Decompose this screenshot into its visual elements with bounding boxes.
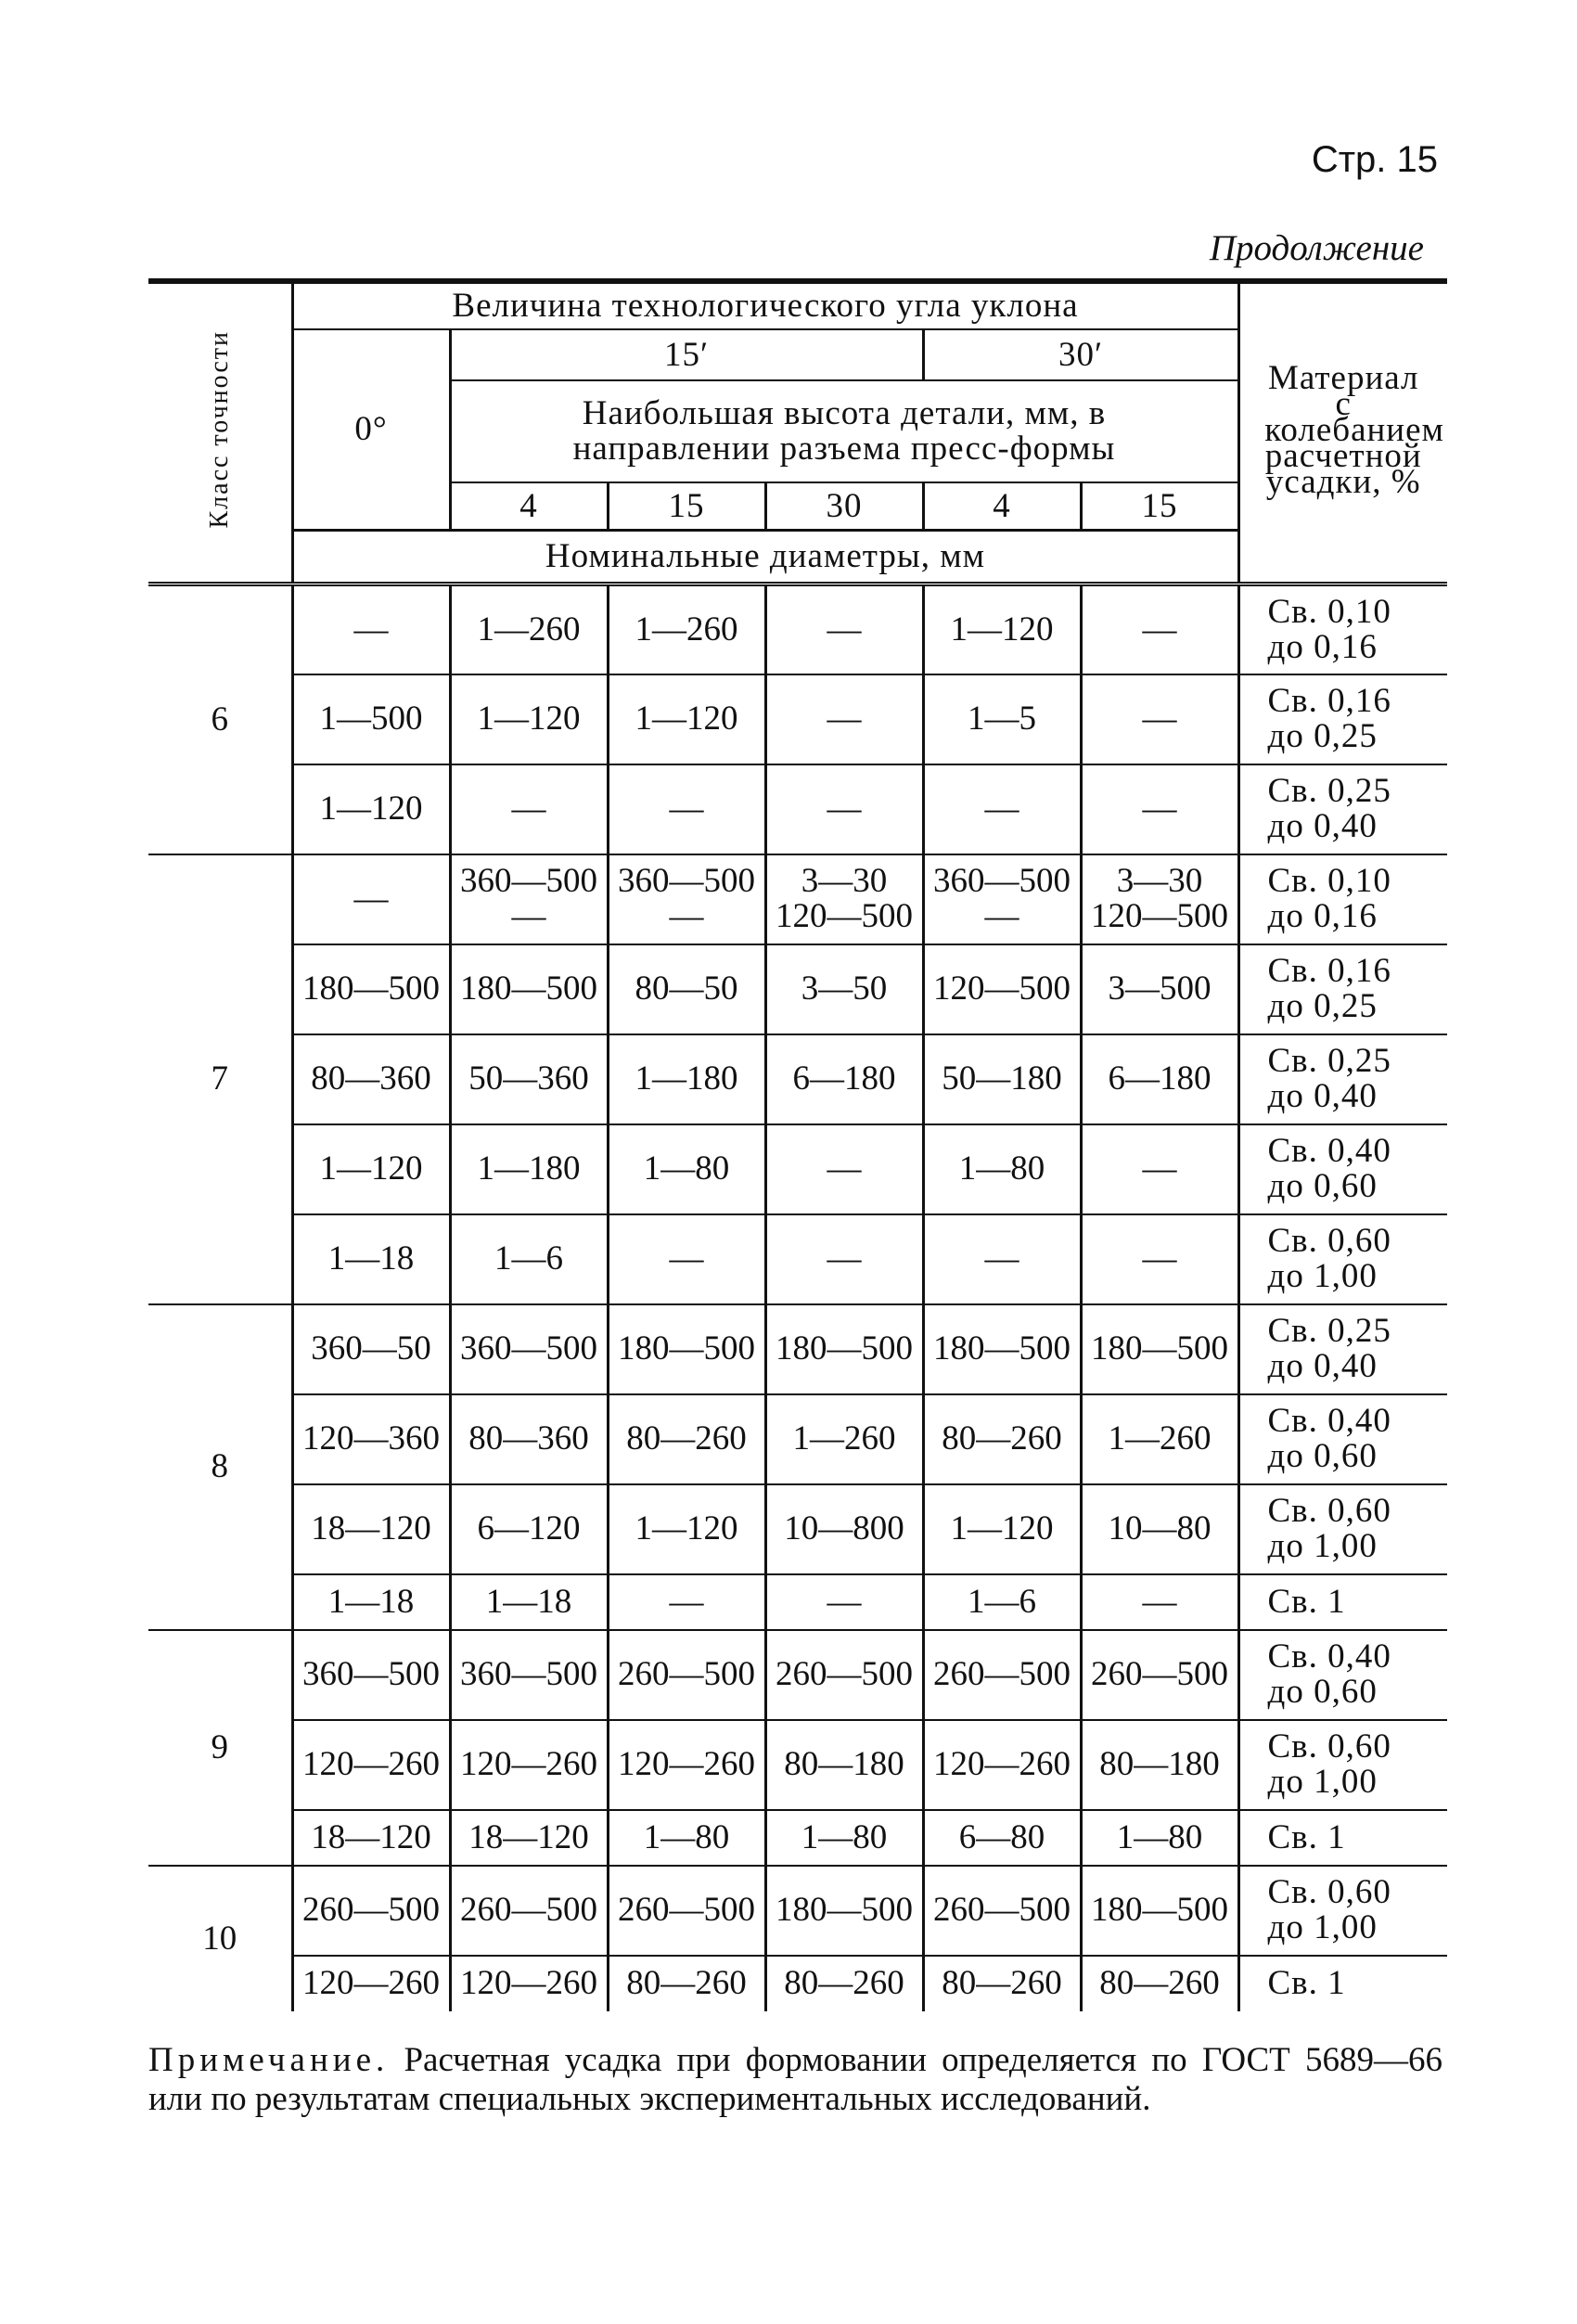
value-cell: — [1081, 1214, 1238, 1304]
value-cell: — [292, 854, 450, 944]
value-cell: 180—500 [450, 944, 608, 1034]
value-cell: 1—6 [923, 1574, 1081, 1630]
value-cell: 1—120 [608, 1484, 765, 1574]
table-row [148, 1630, 1447, 1720]
table-row [148, 854, 1447, 944]
class-header-label: Класс точности [204, 329, 234, 529]
value-cell: 3—50 [765, 944, 923, 1034]
value-cell: 80—360 [292, 1034, 450, 1124]
value-cell: 180—500 [765, 1304, 923, 1394]
value-cell: 360—500 [450, 1304, 608, 1394]
value-cell: 1—18 [450, 1574, 608, 1630]
value-cell: 1—18 [292, 1574, 450, 1630]
material-cell: Св. 0,25 до 0,40 [1238, 1034, 1447, 1124]
diameter-header-label: Номинальные диаметры, мм [545, 537, 986, 575]
table-row [148, 944, 1447, 1034]
angle-15-header: 15′ [450, 329, 923, 380]
height-15b: 15 [1081, 482, 1238, 529]
value-cell: 180—500 [1081, 1304, 1238, 1394]
material-cell: Св. 0,16 до 0,25 [1238, 944, 1447, 1034]
value-cell: 120—260 [450, 1956, 608, 2011]
value-cell: — [608, 764, 765, 854]
diameter-header [292, 531, 1238, 584]
value-cell: 260—500 [1081, 1630, 1238, 1720]
value-cell: 80—260 [608, 1394, 765, 1484]
value-cell: 360—500 [450, 1630, 608, 1720]
continuation-label: Продолжение [1209, 228, 1424, 268]
value-cell: 80—50 [608, 944, 765, 1034]
value-cell: 3—500 [1081, 944, 1238, 1034]
value-cell: 80—260 [923, 1956, 1081, 2011]
height-header [450, 380, 1238, 482]
value-cell: 80—260 [765, 1956, 923, 2011]
material-cell: Св. 0,60 до 1,00 [1238, 1484, 1447, 1574]
value-cell: 260—500 [765, 1630, 923, 1720]
value-cell: 1—80 [608, 1810, 765, 1866]
value-cell: 10—80 [1081, 1484, 1238, 1574]
value-cell: 18—120 [450, 1810, 608, 1866]
material-cell: Св. 0,40 до 0,60 [1238, 1394, 1447, 1484]
value-cell: 1—6 [450, 1214, 608, 1304]
value-cell: — [608, 1214, 765, 1304]
material-cell: Св. 0,40 до 0,60 [1238, 1630, 1447, 1720]
note [148, 2041, 1442, 2119]
material-cell: Св. 0,10 до 0,16 [1238, 584, 1447, 674]
table-row [148, 1304, 1447, 1394]
value-cell: 360—500 [292, 1630, 450, 1720]
value-cell: — [1081, 584, 1238, 674]
table-row [148, 1574, 1447, 1630]
table-row [148, 1720, 1447, 1810]
value-cell: 18—120 [292, 1810, 450, 1866]
value-cell: — [923, 764, 1081, 854]
angle-0-header: 0° [292, 329, 450, 531]
value-cell: 1—120 [608, 674, 765, 764]
material-cell: Св. 1 [1238, 1810, 1447, 1866]
material-header [1238, 281, 1447, 584]
value-cell: 1—120 [923, 1484, 1081, 1574]
value-cell: 6—180 [1081, 1034, 1238, 1124]
value-cell: 360—500 — [923, 854, 1081, 944]
value-cell: 1—180 [608, 1034, 765, 1124]
value-cell: — [765, 674, 923, 764]
value-cell: 80—260 [608, 1956, 765, 2011]
table-row [148, 1484, 1447, 1574]
value-cell: 120—260 [608, 1720, 765, 1810]
angle-30-header: 30′ [923, 329, 1238, 380]
value-cell: 180—500 [923, 1304, 1081, 1394]
value-cell: 260—500 [450, 1866, 608, 1956]
value-cell: 6—120 [450, 1484, 608, 1574]
height-4b: 4 [923, 482, 1081, 529]
page-number: Стр. 15 [1311, 139, 1438, 180]
value-cell: — [1081, 764, 1238, 854]
material-cell: Св. 1 [1238, 1956, 1447, 2011]
value-cell: 1—80 [1081, 1810, 1238, 1866]
value-cell: 120—500 [923, 944, 1081, 1034]
value-cell: 3—30 120—500 [765, 854, 923, 944]
material-cell: Св. 1 [1238, 1574, 1447, 1630]
table-row [148, 1956, 1447, 2011]
value-cell: — [292, 584, 450, 674]
value-cell: 80—260 [923, 1394, 1081, 1484]
material-header-label: Материал с колебанием расчетной усадки, % [1264, 359, 1444, 501]
value-cell: 1—120 [450, 674, 608, 764]
value-cell: 6—80 [923, 1810, 1081, 1866]
value-cell: 120—260 [292, 1956, 450, 2011]
table-row [148, 1214, 1447, 1304]
value-cell: 80—180 [1081, 1720, 1238, 1810]
value-cell: — [1081, 674, 1238, 764]
value-cell: 1—120 [292, 1124, 450, 1214]
value-cell: 3—30 120—500 [1081, 854, 1238, 944]
value-cell: 1—120 [292, 764, 450, 854]
table-row [148, 1810, 1447, 1866]
table-row [148, 674, 1447, 764]
value-cell: 1—18 [292, 1214, 450, 1304]
value-cell: 120—260 [292, 1720, 450, 1810]
value-cell: 260—500 [292, 1866, 450, 1956]
value-cell: 120—260 [450, 1720, 608, 1810]
value-cell: — [1081, 1124, 1238, 1214]
table-row [148, 1034, 1447, 1124]
table-row [148, 1124, 1447, 1214]
value-cell: — [450, 764, 608, 854]
class-cell: 7 [148, 854, 292, 1304]
value-cell: 10—800 [765, 1484, 923, 1574]
value-cell: 120—260 [923, 1720, 1081, 1810]
value-cell: — [608, 1574, 765, 1630]
note-lead: Примечание. [148, 2041, 390, 2079]
height-15: 15 [608, 482, 765, 529]
value-cell: 1—180 [450, 1124, 608, 1214]
value-cell: 1—80 [608, 1124, 765, 1214]
value-cell: 1—260 [765, 1394, 923, 1484]
value-cell: 1—5 [923, 674, 1081, 764]
value-cell: — [1081, 1574, 1238, 1630]
value-cell: 1—260 [608, 584, 765, 674]
class-cell: 9 [148, 1630, 292, 1866]
value-cell: — [765, 1214, 923, 1304]
value-cell: — [765, 1124, 923, 1214]
value-cell: — [765, 1574, 923, 1630]
value-cell: — [765, 584, 923, 674]
value-cell: 1—260 [450, 584, 608, 674]
value-cell: 120—360 [292, 1394, 450, 1484]
value-cell: 1—500 [292, 674, 450, 764]
value-cell: 260—500 [923, 1630, 1081, 1720]
table-row [148, 764, 1447, 854]
table-row [148, 584, 1447, 674]
value-cell: 1—120 [923, 584, 1081, 674]
value-cell: 1—80 [923, 1124, 1081, 1214]
value-cell: 80—260 [1081, 1956, 1238, 2011]
material-cell: Св. 0,60 до 1,00 [1238, 1720, 1447, 1810]
material-cell: Св. 0,25 до 0,40 [1238, 764, 1447, 854]
value-cell: 80—360 [450, 1394, 608, 1484]
table-row [148, 1866, 1447, 1956]
angle-header: Величина технологического угла уклона [292, 281, 1238, 329]
class-cell: 6 [211, 700, 228, 738]
value-cell: 180—500 [292, 944, 450, 1034]
value-cell: 260—500 [608, 1866, 765, 1956]
value-cell: 180—500 [608, 1304, 765, 1394]
material-cell: Св. 0,60 до 1,00 [1238, 1214, 1447, 1304]
class-header [148, 281, 292, 584]
value-cell: 50—180 [923, 1034, 1081, 1124]
value-cell: 50—360 [450, 1034, 608, 1124]
value-cell: 360—500 — [450, 854, 608, 944]
material-cell: Св. 0,16 до 0,25 [1238, 674, 1447, 764]
value-cell: 1—260 [1081, 1394, 1238, 1484]
height-30: 30 [765, 482, 923, 529]
value-cell: 80—180 [765, 1720, 923, 1810]
class-cell: 10 [148, 1866, 292, 2011]
material-cell: Св. 0,10 до 0,16 [1238, 854, 1447, 944]
note-text: Расчетная усадка при формовании определяется по ГОСТ 5689—66 или по результатам специальных экспериментальных исследований. [148, 2041, 1442, 2118]
value-cell: 360—500 — [608, 854, 765, 944]
height-header-label: Наибольшая высота детали, мм, в направлении разъема пресс-формы [572, 394, 1116, 468]
material-cell: Св. 0,25 до 0,40 [1238, 1304, 1447, 1394]
value-cell: — [765, 764, 923, 854]
value-cell: 6—180 [765, 1034, 923, 1124]
value-cell: 360—50 [292, 1304, 450, 1394]
value-cell: 18—120 [292, 1484, 450, 1574]
material-cell: Св. 0,40 до 0,60 [1238, 1124, 1447, 1214]
class-cell: 8 [148, 1304, 292, 1630]
value-cell: — [923, 1214, 1081, 1304]
value-cell: 180—500 [1081, 1866, 1238, 1956]
value-cell: 260—500 [608, 1630, 765, 1720]
value-cell: 1—80 [765, 1810, 923, 1866]
table-body [148, 584, 1447, 2011]
tolerance-table [148, 278, 1447, 2011]
value-cell: 180—500 [765, 1866, 923, 1956]
value-cell: 260—500 [923, 1866, 1081, 1956]
material-cell: Св. 0,60 до 1,00 [1238, 1866, 1447, 1956]
height-4: 4 [450, 482, 608, 529]
table-row [148, 1394, 1447, 1484]
